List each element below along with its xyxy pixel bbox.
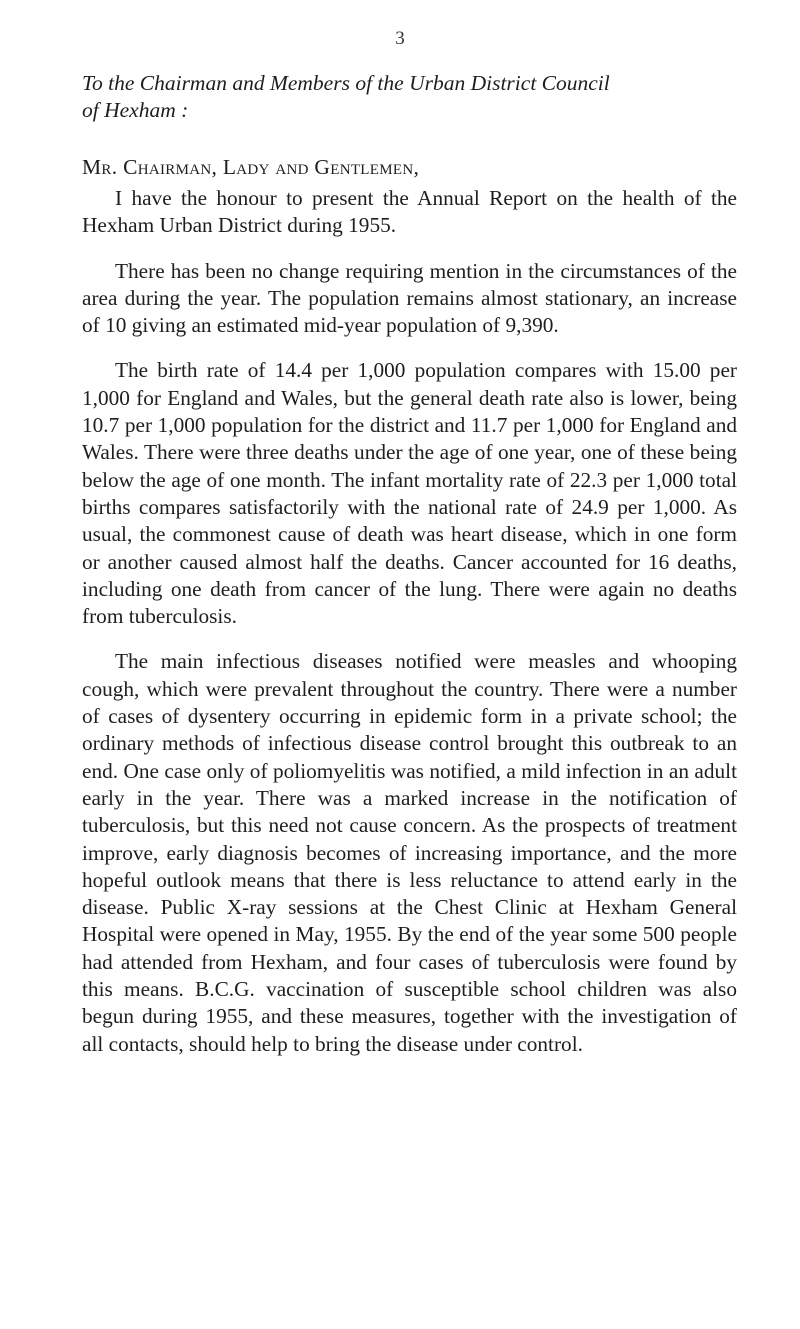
- page-number: 3: [395, 28, 405, 49]
- address-block: [82, 70, 737, 124]
- paragraph-population: There has been no change requiring mention in the circumstances of the area during the year. The population remains almost stationary, an increase of 10 giving an estimated mid-year population of 9,390.: [82, 258, 737, 338]
- letter-body: [82, 70, 737, 1058]
- paragraph-infectious-diseases: The main infectious diseases notified were measles and whooping cough, which were prevalent throughout the country. There were a number of cases of dysentery occurring in epidemic form in a private school; the ordinary methods of infectious disease control brought this outbreak to an end. One case only of poliomyelitis was notified, a mild infection in an adult early in the year. There was a marked increase in the notification of tuberculosis, but this need not cause concern. As the prospects of treatment improve, early diagnosis becomes of increasing importance, and the more hopeful outlook means that there is less reluctance to attend early in the disease. Public X-ray sessions at the Chest Clinic at Hexham General Hospital were opened in May, 1955. By the end of the year some 500 people had attended from Hexham, and four cases of tuberculosis were found by this means. B.C.G. vaccination of susceptible school children was also begun during 1955, and these measures, together with the investigation of all contacts, should help to bring the disease under control.: [82, 649, 737, 1056]
- paragraph-intro: I have the honour to present the Annual Report on the health of the Hexham Urban District during 1955.: [82, 186, 737, 238]
- paragraph-vital-statistics: The birth rate of 14.4 per 1,000 population compares with 15.00 per 1,000 for England and Wales, but the general death rate also is lower, being 10.7 per 1,000 population for the district and 11.7 per 1,000 for England and Wales. There were three deaths under the age of one year, one of these being below the age of one month. The infant mortality rate of 22.3 per 1,000 total births compares satisfactorily with the national rate of 24.9 per 1,000. As usual, the commonest cause of death was heart disease, which in one form or another caused almost half the deaths. Cancer accounted for 16 deaths, including one death from cancer of the lung. There were again no deaths from tuberculosis.: [82, 358, 737, 629]
- address-line-2: of Hexham :: [82, 98, 189, 122]
- salutation: Mr. Chairman, Lady and Gentlemen,: [82, 155, 420, 179]
- address-line-1: To the Chairman and Members of the Urban District Council: [82, 71, 610, 95]
